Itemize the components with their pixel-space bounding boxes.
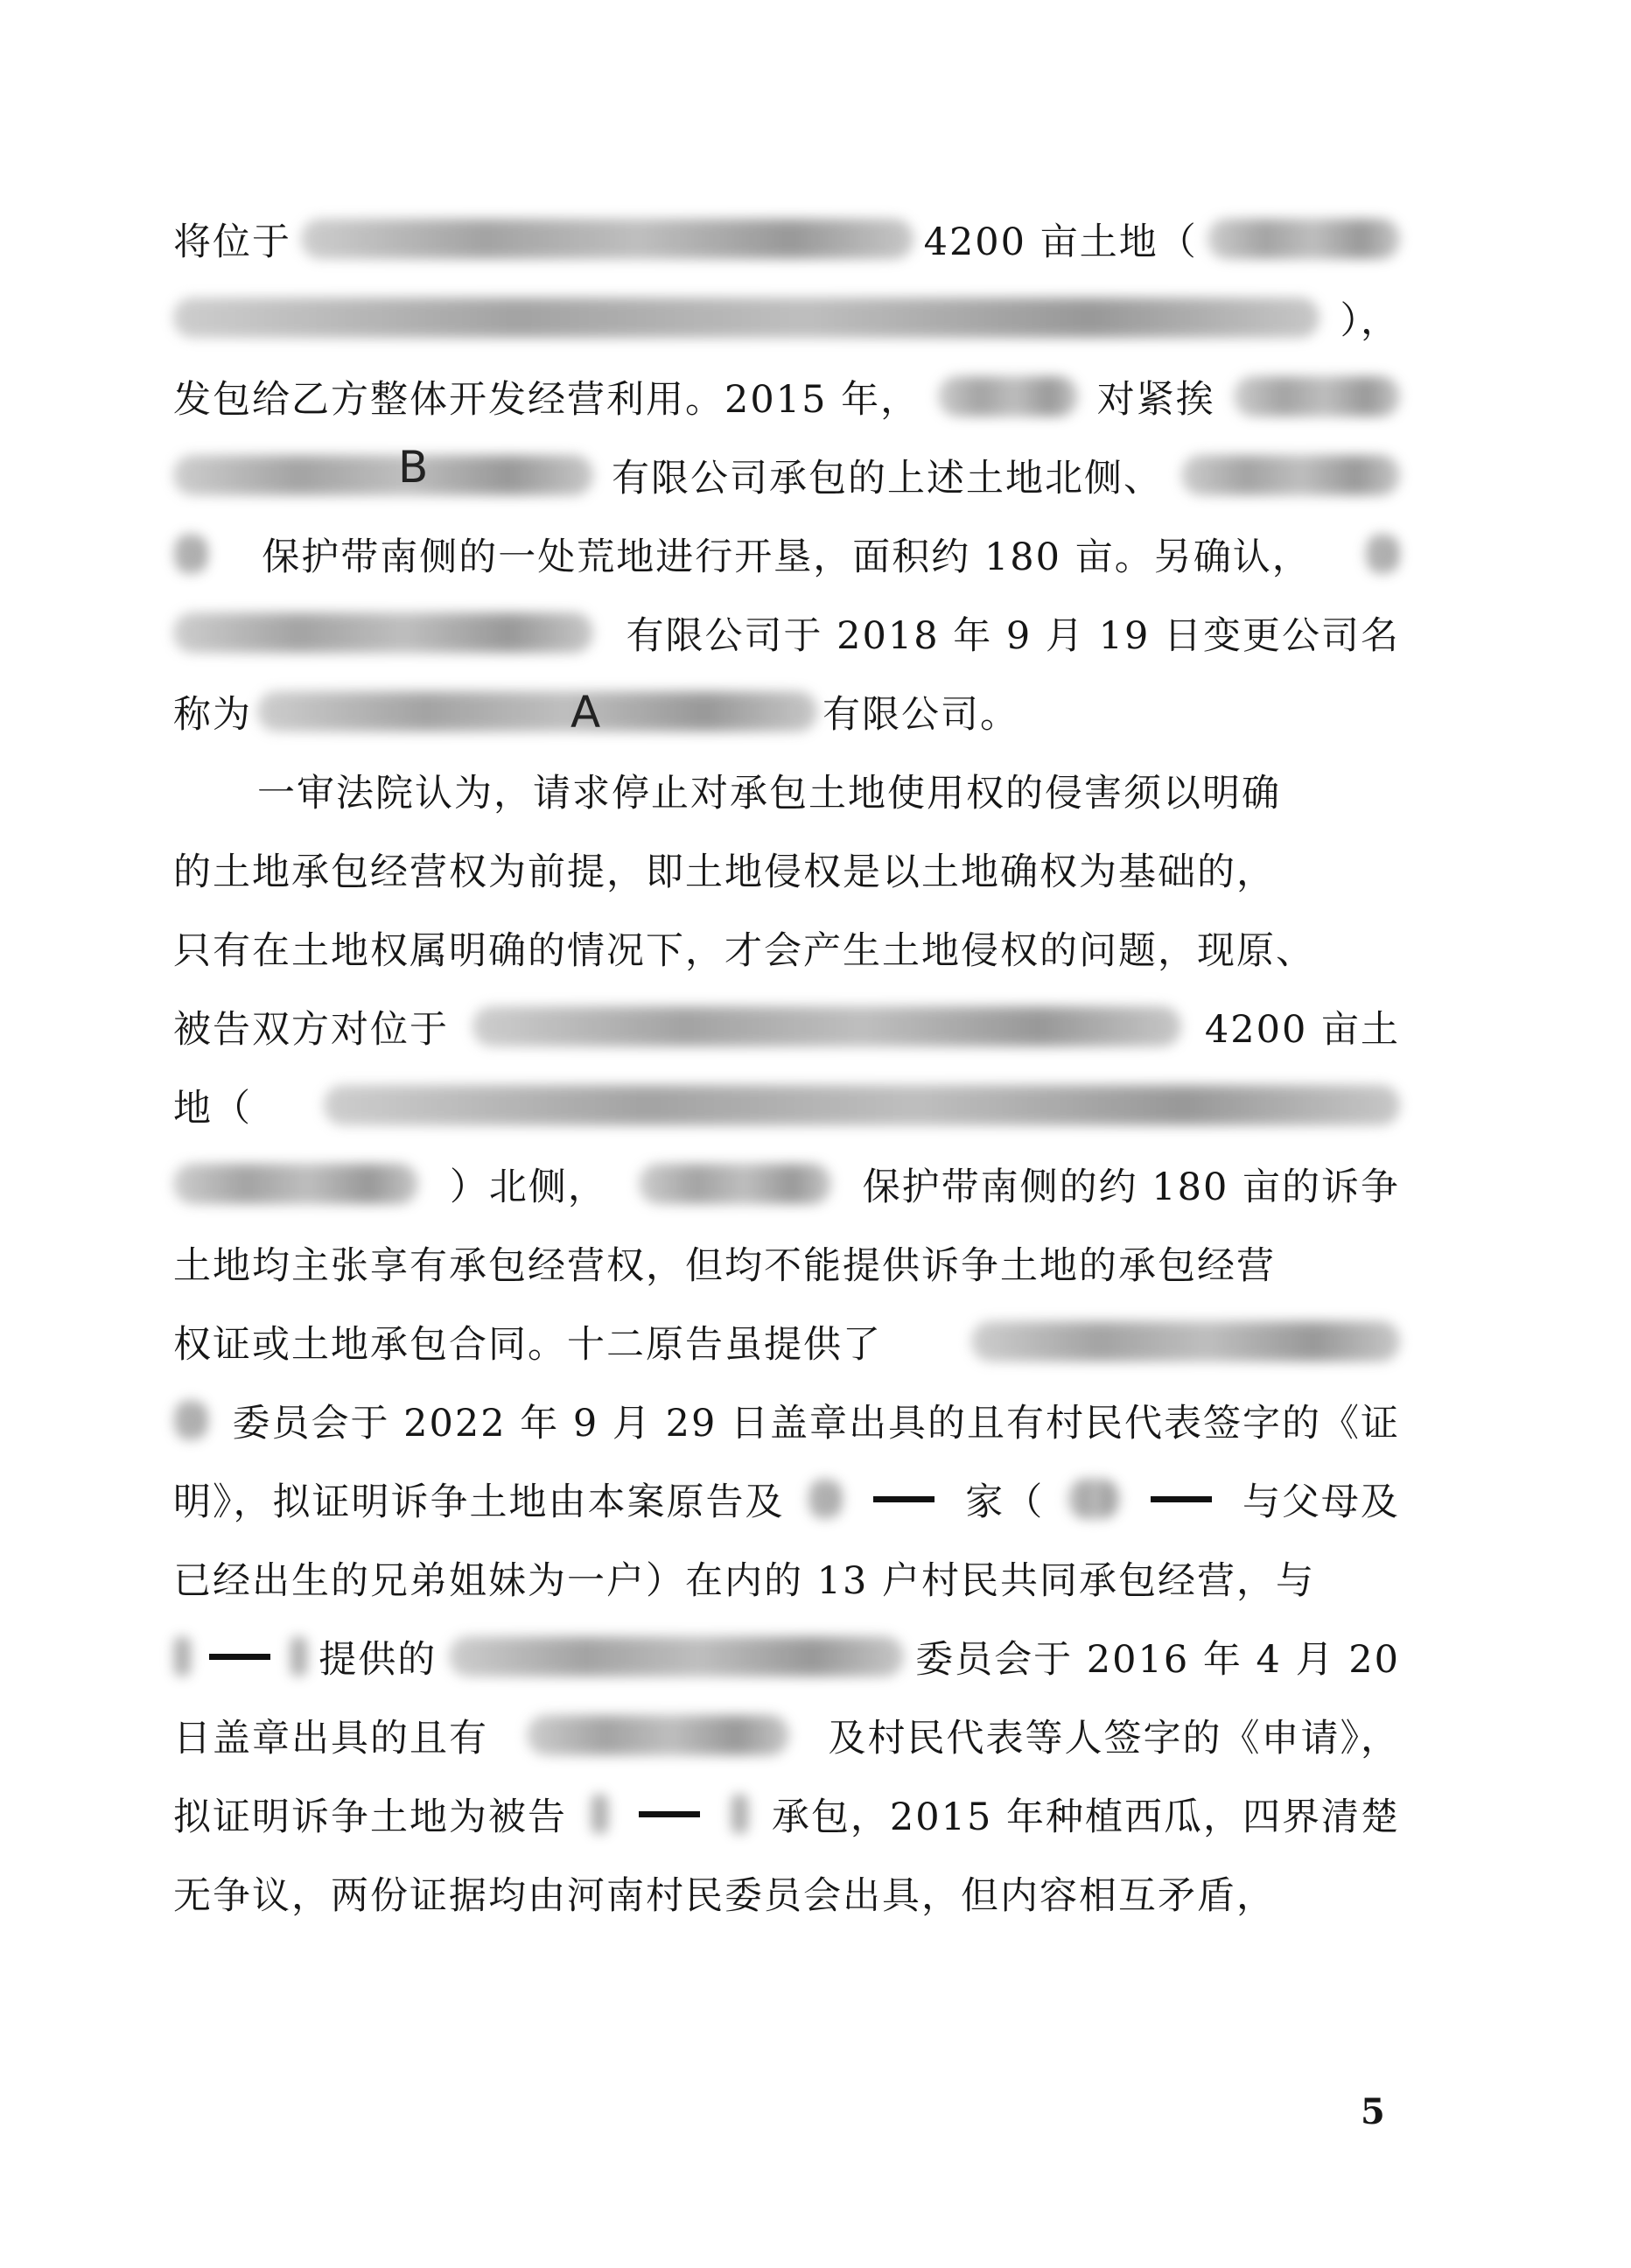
text-segment: 一审法院认为，请求停止对承包土地使用权的侵害须以明确 bbox=[257, 771, 1281, 816]
text-segment: 只有在土地权属明确的情况下，才会产生土地侵权的问题，现原、 bbox=[173, 928, 1315, 973]
redacted-text bbox=[1234, 376, 1400, 416]
text-segment: 已经出生的兄弟姐妹为一户）在内的 13 户村民共同承包经营，与 bbox=[173, 1558, 1316, 1603]
redacted-text bbox=[731, 1794, 748, 1834]
text-line bbox=[173, 830, 1400, 908]
redacted-text bbox=[938, 376, 1078, 416]
text-segment: 提供的 bbox=[318, 1637, 438, 1682]
redacted-text bbox=[173, 612, 593, 653]
text-line bbox=[173, 1460, 1400, 1538]
redacted-text bbox=[173, 1400, 208, 1440]
redaction-dash bbox=[1151, 1496, 1212, 1502]
text-segment: 有限公司承包的上述土地北侧、 bbox=[612, 456, 1163, 500]
redaction-dash bbox=[639, 1811, 700, 1817]
text-segment: 有限公司。 bbox=[822, 692, 1019, 737]
text-line bbox=[173, 751, 1400, 830]
text-segment: 被告双方对位于 bbox=[173, 1007, 449, 1052]
text-line bbox=[173, 514, 1400, 593]
text-line bbox=[173, 357, 1400, 436]
text-segment: 拟证明诉争土地为被告 bbox=[173, 1795, 567, 1839]
redacted-text bbox=[971, 1321, 1400, 1362]
text-line bbox=[173, 1381, 1400, 1460]
text-segment: ）北侧， bbox=[449, 1165, 607, 1209]
text-line bbox=[173, 436, 1400, 514]
text-line bbox=[173, 1774, 1400, 1853]
text-segment: 4200 亩土地（ bbox=[923, 220, 1198, 264]
redacted-text bbox=[449, 1636, 904, 1676]
text-line bbox=[173, 1538, 1400, 1617]
marker-a: A bbox=[570, 687, 601, 738]
redacted-text bbox=[173, 298, 1320, 338]
text-segment: 日盖章出具的且有 bbox=[173, 1716, 488, 1760]
text-segment: 地（ bbox=[173, 1086, 252, 1130]
redacted-text bbox=[324, 1085, 1400, 1125]
redacted-text bbox=[808, 1479, 843, 1519]
text-segment: 明》，拟证明诉争土地由本案原告及 bbox=[173, 1480, 785, 1524]
text-line bbox=[173, 1144, 1400, 1223]
text-segment: 委员会于 2016 年 4 月 20 bbox=[915, 1637, 1400, 1682]
text-line bbox=[173, 1302, 1400, 1381]
redaction-dash bbox=[873, 1496, 934, 1502]
text-segment: 有限公司于 2018 年 9 月 19 日变更公司名 bbox=[626, 613, 1400, 658]
text-line bbox=[173, 908, 1400, 987]
text-segment: 对紧挨 bbox=[1096, 377, 1215, 422]
text-segment: 将位于 bbox=[173, 220, 291, 264]
text-line bbox=[173, 200, 1400, 278]
redacted-text bbox=[472, 1006, 1181, 1046]
text-line bbox=[173, 1617, 1400, 1696]
redaction-dash bbox=[209, 1654, 270, 1660]
redacted-text bbox=[290, 1636, 307, 1676]
text-line bbox=[173, 593, 1400, 672]
text-segment: 土地均主张享有承包经营权，但均不能提供诉争土地的承包经营 bbox=[173, 1243, 1276, 1288]
redacted-text bbox=[1365, 534, 1400, 574]
redacted-text bbox=[173, 534, 208, 574]
redacted-text bbox=[1208, 219, 1400, 259]
redacted-text bbox=[1181, 455, 1400, 495]
text-segment: 权证或土地承包合同。十二原告虽提供了 bbox=[173, 1322, 882, 1367]
redacted-text bbox=[173, 1636, 191, 1676]
page-number: 5 bbox=[1361, 2091, 1385, 2132]
text-segment: 无争议，两份证据均由河南村民委员会出具，但内容相互矛盾， bbox=[173, 1873, 1276, 1918]
text-segment: 家（ bbox=[965, 1480, 1045, 1524]
redacted-text bbox=[257, 691, 817, 732]
redacted-text bbox=[591, 1794, 608, 1834]
text-segment: 与父母及 bbox=[1242, 1480, 1400, 1524]
text-segment: 称为 bbox=[173, 692, 252, 737]
text-line bbox=[173, 987, 1400, 1066]
redacted-text bbox=[639, 1164, 831, 1204]
text-segment: 保护带南侧的一处荒地进行开垦，面积约 180 亩。另确认， bbox=[262, 535, 1312, 579]
text-line bbox=[173, 1696, 1400, 1774]
text-segment: 发包给乙方整体开发经营利用。2015 年， bbox=[173, 377, 920, 422]
redacted-text bbox=[527, 1715, 789, 1755]
text-line bbox=[173, 1853, 1400, 1932]
redacted-text bbox=[173, 1164, 418, 1204]
text-segment: 4200 亩土 bbox=[1204, 1007, 1400, 1052]
redacted-text bbox=[1068, 1479, 1120, 1519]
text-segment: ）， bbox=[1340, 298, 1400, 343]
redacted-text bbox=[173, 455, 593, 495]
text-segment: 承包，2015 年种植西瓜，四界清楚 bbox=[771, 1795, 1400, 1839]
body-text bbox=[173, 200, 1400, 1932]
text-line bbox=[173, 672, 1400, 751]
text-segment: 的土地承包经营权为前提，即土地侵权是以土地确权为基础的， bbox=[173, 850, 1276, 894]
text-line bbox=[173, 1066, 1400, 1144]
text-segment: 及村民代表等人签字的《申请》， bbox=[828, 1716, 1400, 1760]
text-line bbox=[173, 1223, 1400, 1302]
redacted-text bbox=[301, 219, 914, 259]
text-line bbox=[173, 278, 1400, 357]
text-segment: 保护带南侧的约 180 亩的诉争 bbox=[862, 1165, 1400, 1209]
text-segment: 委员会于 2022 年 9 月 29 日盖章出具的且有村民代表签字的《证 bbox=[232, 1401, 1400, 1446]
marker-b: B bbox=[398, 442, 429, 493]
